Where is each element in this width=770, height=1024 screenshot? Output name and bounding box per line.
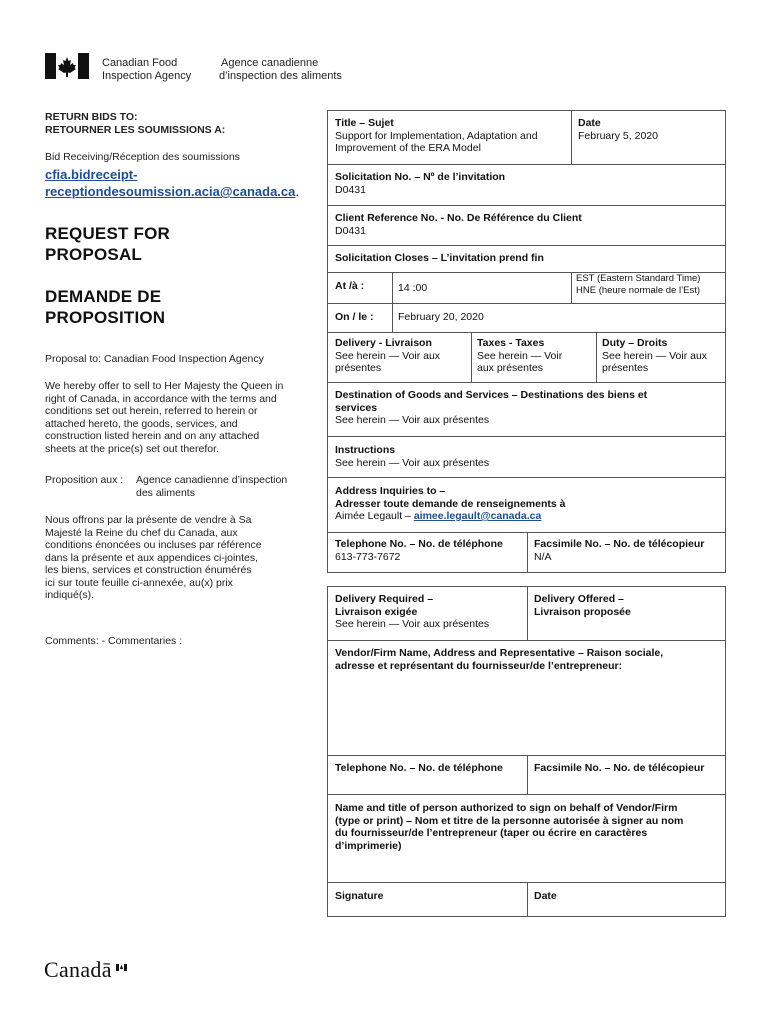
contact-name: Aimée Legault – — [335, 510, 414, 522]
solicitation-label: Solicitation No. – Nº de l’invitation — [335, 171, 506, 183]
proposition-value — [136, 474, 287, 499]
solicitation-number-cell — [335, 171, 505, 196]
date-label: Date — [578, 117, 601, 129]
solicitation-value: D0431 — [335, 183, 366, 196]
solicitation-closes-label: Solicitation Closes – L’invitation prend fin — [335, 252, 544, 264]
delivery-required-value: See herein — Voir aux présentes — [335, 618, 490, 630]
address-label-line2: Adresser toute demande de renseignements à — [335, 497, 566, 510]
client-reference-cell — [335, 212, 582, 237]
client-ref-value: D0431 — [335, 224, 366, 237]
taxes-value-line2: aux présentes — [477, 362, 543, 374]
authorized-line2: (type or print) – Nom et titre de la personne autorisée à signer au nom — [335, 814, 684, 827]
bid-email-period: . — [295, 184, 300, 199]
title-value-line1: Support for Implementation, Adaptation and — [335, 129, 538, 142]
delivery-offered-cell[interactable] — [534, 593, 631, 618]
authorized-line4: d’imprimerie) — [335, 839, 402, 852]
rfp-line1: REQUEST FOR — [45, 224, 170, 243]
vendor-label-line1: Vendor/Firm Name, Address and Representative – Raison sociale, — [335, 647, 664, 659]
return-bids-line2: RETOURNER LES SOUMISSIONS A: — [45, 123, 226, 136]
agency-en-line1: Canadian Food — [102, 57, 178, 69]
telephone-value: 613-773-7672 — [335, 550, 401, 563]
proposition-value-line2: des aliments — [136, 486, 195, 499]
at-value: 14 :00 — [398, 282, 428, 294]
bid-email — [45, 166, 299, 200]
destination-label-line1: Destination of Goods and Services – Destinations des biens et — [335, 389, 648, 401]
dp-line2: PROPOSITION — [45, 308, 166, 327]
on-label: On / le : — [335, 311, 374, 323]
date-cell — [578, 117, 658, 142]
title-value-line2: Improvement of the ERA Model — [335, 142, 481, 154]
offer-en-line: construction listed herein and on any attached — [45, 430, 260, 442]
taxes-value-line1: See herein — Voir — [477, 349, 563, 362]
duty-label: Duty – Droits — [602, 337, 668, 349]
request-for-proposal-title — [45, 223, 170, 265]
demande-de-proposition-title — [45, 286, 165, 328]
rfp-line2: PROPOSAL — [45, 245, 143, 264]
timezone-fr: HNE (heure normale de l’Est) — [576, 285, 701, 296]
instructions-label: Instructions — [335, 444, 396, 456]
delivery-required-cell — [335, 593, 489, 631]
telephone-label: Telephone No. – No. de téléphone — [335, 538, 503, 550]
delivery-label: Delivery - Livraison — [335, 337, 432, 349]
proposition-value-line1: Agence canadienne d’inspection — [136, 474, 288, 486]
date-value: February 5, 2020 — [578, 129, 658, 142]
address-label-line1: Address Inquiries to – — [335, 485, 446, 497]
client-ref-label: Client Reference No. - No. De Référence du Client — [335, 212, 582, 224]
offer-en-line: conditions set out herein, referred to herein or — [45, 405, 258, 417]
taxes-cell — [477, 337, 593, 375]
offer-fr-line: indiqué(s). — [45, 589, 95, 601]
timezone-cell — [576, 273, 700, 297]
dp-line1: DEMANDE DE — [45, 287, 162, 306]
vendor-name-address-cell[interactable] — [335, 647, 720, 749]
offer-text-en — [45, 380, 310, 455]
facsimile-label: Facsimile No. – No. de télécopieur — [534, 538, 705, 550]
return-bids-line1: RETURN BIDS TO: — [45, 111, 138, 123]
proposal-to: Proposal to: Canadian Food Inspection Agency — [45, 353, 264, 365]
signature-field[interactable]: Signature — [335, 890, 384, 902]
duty-value-line1: See herein — Voir aux — [602, 349, 708, 362]
vendor-facsimile-field[interactable]: Facsimile No. – No. de télécopieur — [534, 762, 705, 774]
offer-text-fr — [45, 514, 310, 602]
offer-fr-line: conditions énoncées ou incluses par référence — [45, 539, 262, 551]
delivery-value-line1: See herein — Voir aux — [335, 349, 441, 362]
vendor-label-line2: adresse et représentant du fournisseur/de l’entrepreneur: — [335, 659, 623, 672]
offer-fr-line: Nous offrons par la présente de vendre à Sa — [45, 514, 252, 526]
agency-name-fr — [219, 57, 342, 83]
taxes-label: Taxes - Taxes — [477, 337, 545, 349]
authorized-person-field[interactable] — [335, 802, 720, 878]
comments-label: Comments: - Commentaries : — [45, 635, 183, 647]
authorized-line3: du fournisseur/de l’entrepreneur (taper ou écrire en caractères — [335, 827, 648, 839]
offer-fr-line: dans la présente et aux appendices ci-jointes, — [45, 551, 259, 564]
delivery-required-line1: Delivery Required – — [335, 593, 434, 605]
at-label: At /à : — [335, 280, 365, 292]
vendor-telephone-field[interactable]: Telephone No. – No. de téléphone — [335, 762, 503, 774]
canada-wordmark: Canadā — [44, 957, 112, 982]
proposition-label: Proposition aux : — [45, 474, 124, 486]
contact-email-link[interactable]: aimee.legault@canada.ca — [413, 510, 542, 522]
wordmark-flag-icon — [116, 958, 127, 965]
delivery-value-line2: présentes — [335, 362, 382, 374]
bid-email-link-line1[interactable]: cfia.bidreceipt- — [45, 167, 138, 182]
offer-en-line: attached hereto, the goods, services, and — [45, 417, 238, 430]
canada-flag-icon — [45, 53, 89, 79]
destination-value: See herein — Voir aux présentes — [335, 414, 490, 426]
title-cell — [335, 117, 567, 155]
agency-en-line2: Inspection Agency — [102, 70, 192, 82]
offer-fr-line: Majesté la Reine du chef du Canada, aux — [45, 526, 238, 539]
agency-fr-line2: d’inspection des aliments — [219, 70, 342, 82]
facsimile-cell — [534, 538, 704, 563]
telephone-cell — [335, 538, 503, 563]
duty-value-line2: présentes — [602, 362, 649, 374]
address-inquiries-cell — [335, 485, 566, 523]
bid-receiving: Bid Receiving/Réception des soumissions — [45, 151, 240, 163]
offer-en-line: right of Canada, in accordance with the terms and — [45, 392, 277, 405]
title-label: Title – Sujet — [335, 117, 394, 129]
instructions-cell — [335, 444, 489, 469]
delivery-cell — [335, 337, 467, 375]
return-bids — [45, 111, 225, 136]
timezone-en: EST (Eastern Standard Time) — [576, 273, 701, 284]
agency-fr-line1: Agence canadienne — [221, 57, 319, 69]
bid-email-link-line2[interactable]: receptiondesoumission.acia@canada.ca — [45, 184, 296, 199]
authorized-line1: Name and title of person authorized to sign on behalf of Vendor/Firm — [335, 802, 678, 814]
signature-date-field[interactable]: Date — [534, 890, 557, 902]
on-value: February 20, 2020 — [398, 311, 484, 323]
offer-en-line: sheets at the price(s) set out therefor. — [45, 442, 219, 455]
agency-name-en — [102, 57, 191, 83]
offer-fr-line: les biens, services et construction énumérés — [45, 564, 252, 576]
destination-cell — [335, 389, 720, 427]
delivery-required-line2: Livraison exigée — [335, 605, 418, 618]
facsimile-value: N/A — [534, 550, 552, 563]
offer-en-line: We hereby offer to sell to Her Majesty the Queen in — [45, 380, 284, 392]
duty-cell — [602, 337, 724, 375]
delivery-offered-line2: Livraison proposée — [534, 605, 631, 618]
offer-fr-line: ici sur toute feuille ci-annexée, au(x) prix — [45, 576, 233, 589]
delivery-offered-line1: Delivery Offered – — [534, 593, 624, 605]
instructions-value: See herein — Voir aux présentes — [335, 456, 490, 469]
destination-label-line2: services — [335, 401, 378, 414]
